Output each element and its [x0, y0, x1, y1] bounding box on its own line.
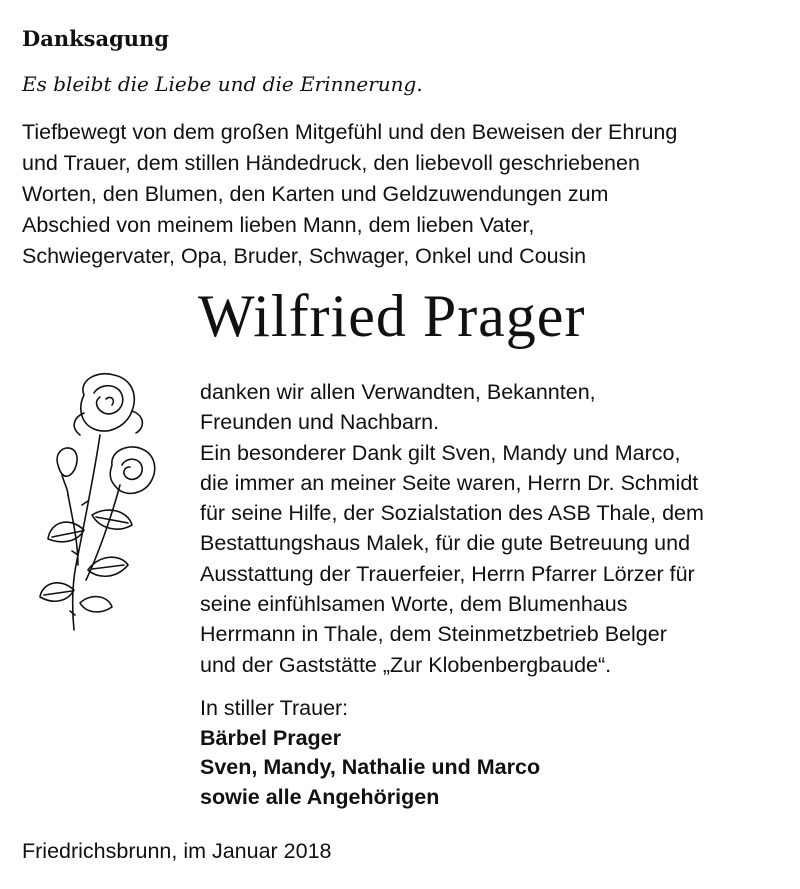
intro-text — [22, 117, 792, 272]
intro-line: Worten, den Blumen, den Karten und Geldzuwendungen zum — [22, 182, 609, 206]
thanks-line: und der Gaststätte „Zur Klobenbergbaude“. — [200, 652, 612, 677]
thanks-text — [200, 377, 704, 680]
place-date: Friedrichsbrunn, im Januar 2018 — [22, 839, 332, 863]
intro-line: Tiefbewegt von dem großen Mitgefühl und den Beweisen der Ehrung — [22, 120, 678, 144]
thanks-line: danken wir allen Verwandten, Bekannten, — [200, 380, 596, 404]
thanks-line: Freunden und Nachbarn. — [200, 410, 440, 435]
signature-intro: In stiller Trauer: — [200, 696, 349, 720]
thanks-line: Ausstattung der Trauerfeier, Herrn Pfarrer Lörzer für — [200, 561, 695, 586]
intro-line: und Trauer, dem stillen Händedruck, den liebevoll geschriebenen — [22, 151, 640, 175]
intro-line: Abschied von meinem lieben Mann, dem lieben Vater, — [22, 213, 535, 237]
thanks-line: Bestattungshaus Malek, für die gute Betreuung und — [200, 531, 691, 556]
notice-heading: Danksagung — [22, 26, 169, 51]
thanks-line: Herrmann in Thale, dem Steinmetzbetrieb Belger — [200, 622, 667, 647]
mourner-name: Bärbel Prager — [200, 725, 342, 750]
rose-illustration — [28, 365, 168, 635]
mourner-name: Sven, Mandy, Nathalie und Marco — [200, 755, 541, 779]
signature-block — [200, 694, 540, 812]
mourner-name: sowie alle Angehörigen — [200, 784, 440, 809]
thanks-line: für seine Hilfe, der Sozialstation des ASB Thale, dem — [200, 501, 704, 526]
thanks-line: seine einfühlsamen Worte, dem Blumenhaus — [200, 592, 628, 617]
deceased-name: Wilfried Prager — [198, 283, 586, 349]
intro-line: Schwiegervater, Opa, Bruder, Schwager, Onkel und Cousin — [22, 244, 587, 268]
thanks-line: die immer an meiner Seite waren, Herrn Dr. Schmidt — [200, 470, 699, 495]
thanks-line: Ein besonderer Dank gilt Sven, Mandy und Marco, — [200, 440, 681, 465]
motto: Es bleibt die Liebe und die Erinnerung. — [22, 72, 423, 96]
